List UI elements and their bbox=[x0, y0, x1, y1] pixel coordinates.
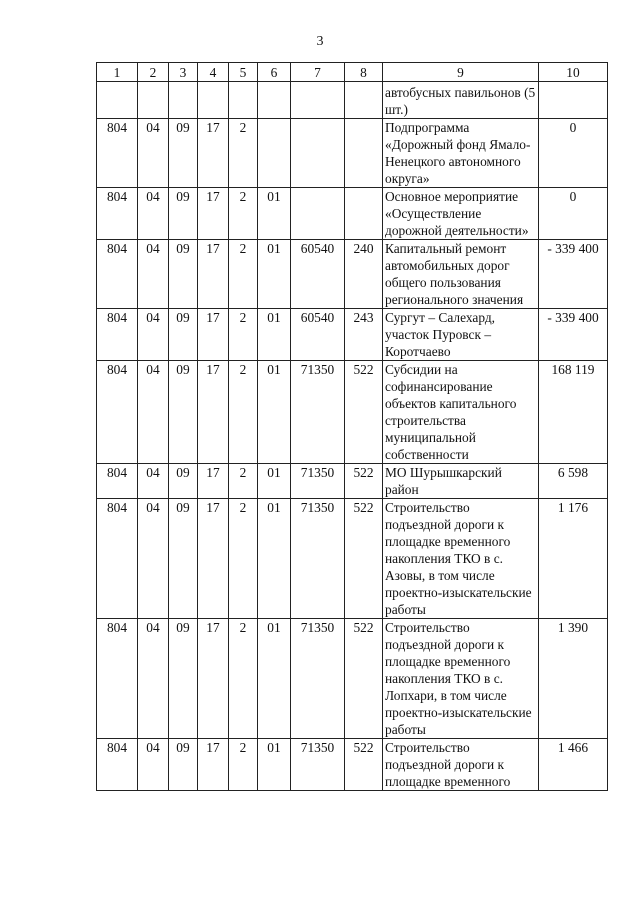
budget-table bbox=[96, 62, 608, 791]
table-row bbox=[97, 499, 608, 619]
cell-code-admin: 804 bbox=[97, 119, 138, 188]
cell-amount: 1 176 bbox=[539, 499, 608, 619]
column-header-8: 8 bbox=[345, 63, 383, 82]
cell-event: 01 bbox=[258, 739, 291, 791]
cell-description: Субсидии на софинансирование объектов капитального строительства муниципальной собственности bbox=[383, 361, 539, 464]
cell-amount: 168 119 bbox=[539, 361, 608, 464]
cell-section: 04 bbox=[138, 188, 169, 240]
cell-program: 17 bbox=[198, 309, 229, 361]
table-row bbox=[97, 309, 608, 361]
cell-subprogram bbox=[229, 82, 258, 119]
column-header-1: 1 bbox=[97, 63, 138, 82]
cell-expense-type: 522 bbox=[345, 619, 383, 739]
cell-amount: 0 bbox=[539, 119, 608, 188]
cell-expense-type: 522 bbox=[345, 464, 383, 499]
table-row bbox=[97, 240, 608, 309]
cell-amount bbox=[539, 82, 608, 119]
cell-amount: 0 bbox=[539, 188, 608, 240]
cell-program: 17 bbox=[198, 188, 229, 240]
cell-amount: - 339 400 bbox=[539, 309, 608, 361]
cell-subsection: 09 bbox=[169, 119, 198, 188]
cell-expense-type bbox=[345, 119, 383, 188]
column-header-7: 7 bbox=[291, 63, 345, 82]
cell-direction bbox=[291, 82, 345, 119]
cell-expense-type bbox=[345, 188, 383, 240]
table-body bbox=[97, 82, 608, 791]
column-header-6: 6 bbox=[258, 63, 291, 82]
cell-expense-type: 243 bbox=[345, 309, 383, 361]
cell-event bbox=[258, 82, 291, 119]
cell-description: Основное мероприятие «Осуществление дорожной деятельности» bbox=[383, 188, 539, 240]
cell-description: Подпрограмма «Дорожный фонд Ямало-Ненецкого автономного округа» bbox=[383, 119, 539, 188]
cell-amount: 1 390 bbox=[539, 619, 608, 739]
cell-subsection: 09 bbox=[169, 464, 198, 499]
cell-subprogram: 2 bbox=[229, 464, 258, 499]
cell-program: 17 bbox=[198, 619, 229, 739]
cell-event: 01 bbox=[258, 464, 291, 499]
cell-subprogram: 2 bbox=[229, 619, 258, 739]
cell-event bbox=[258, 119, 291, 188]
cell-description: МО Шурышкарский район bbox=[383, 464, 539, 499]
cell-subsection: 09 bbox=[169, 739, 198, 791]
cell-section: 04 bbox=[138, 119, 169, 188]
cell-subprogram: 2 bbox=[229, 499, 258, 619]
cell-program: 17 bbox=[198, 361, 229, 464]
cell-subsection: 09 bbox=[169, 619, 198, 739]
cell-section: 04 bbox=[138, 499, 169, 619]
cell-code-admin: 804 bbox=[97, 361, 138, 464]
cell-expense-type bbox=[345, 82, 383, 119]
cell-code-admin bbox=[97, 82, 138, 119]
cell-subprogram: 2 bbox=[229, 309, 258, 361]
cell-subsection: 09 bbox=[169, 309, 198, 361]
cell-expense-type: 240 bbox=[345, 240, 383, 309]
cell-subsection: 09 bbox=[169, 499, 198, 619]
cell-subprogram: 2 bbox=[229, 240, 258, 309]
cell-description: Строительство подъездной дороги к площадке временного накопления ТКО в с. Азовы, в том числе проектно-изыскательские работы bbox=[383, 499, 539, 619]
column-header-3: 3 bbox=[169, 63, 198, 82]
cell-description: Строительство подъездной дороги к площадке временного накопления ТКО в с. Лопхари, в том числе проектно-изыскательские работы bbox=[383, 619, 539, 739]
cell-direction: 71350 bbox=[291, 499, 345, 619]
cell-code-admin: 804 bbox=[97, 464, 138, 499]
cell-program: 17 bbox=[198, 464, 229, 499]
cell-section: 04 bbox=[138, 619, 169, 739]
cell-event: 01 bbox=[258, 188, 291, 240]
cell-code-admin: 804 bbox=[97, 739, 138, 791]
cell-expense-type: 522 bbox=[345, 499, 383, 619]
cell-direction: 60540 bbox=[291, 240, 345, 309]
table-row bbox=[97, 739, 608, 791]
column-header-10: 10 bbox=[539, 63, 608, 82]
cell-section: 04 bbox=[138, 240, 169, 309]
cell-section: 04 bbox=[138, 361, 169, 464]
cell-code-admin: 804 bbox=[97, 188, 138, 240]
cell-code-admin: 804 bbox=[97, 309, 138, 361]
header-row bbox=[97, 63, 608, 82]
cell-section bbox=[138, 82, 169, 119]
cell-direction: 71350 bbox=[291, 619, 345, 739]
cell-direction bbox=[291, 119, 345, 188]
cell-subsection bbox=[169, 82, 198, 119]
page-number: 3 bbox=[316, 34, 324, 49]
cell-direction: 71350 bbox=[291, 361, 345, 464]
column-header-9: 9 bbox=[383, 63, 539, 82]
cell-program: 17 bbox=[198, 499, 229, 619]
cell-subsection: 09 bbox=[169, 240, 198, 309]
cell-subprogram: 2 bbox=[229, 361, 258, 464]
cell-section: 04 bbox=[138, 739, 169, 791]
cell-event: 01 bbox=[258, 361, 291, 464]
table-row bbox=[97, 619, 608, 739]
column-header-4: 4 bbox=[198, 63, 229, 82]
cell-direction bbox=[291, 188, 345, 240]
cell-description: Сургут – Салехард, участок Пуровск – Коротчаево bbox=[383, 309, 539, 361]
cell-section: 04 bbox=[138, 464, 169, 499]
cell-direction: 60540 bbox=[291, 309, 345, 361]
cell-code-admin: 804 bbox=[97, 240, 138, 309]
table-row bbox=[97, 361, 608, 464]
cell-code-admin: 804 bbox=[97, 499, 138, 619]
cell-expense-type: 522 bbox=[345, 361, 383, 464]
cell-event: 01 bbox=[258, 240, 291, 309]
cell-event: 01 bbox=[258, 309, 291, 361]
cell-expense-type: 522 bbox=[345, 739, 383, 791]
table-row bbox=[97, 464, 608, 499]
cell-amount: - 339 400 bbox=[539, 240, 608, 309]
cell-description: Строительство подъездной дороги к площадке временного bbox=[383, 739, 539, 791]
cell-program: 17 bbox=[198, 119, 229, 188]
cell-description: автобусных павильонов (5 шт.) bbox=[383, 82, 539, 119]
cell-event: 01 bbox=[258, 499, 291, 619]
table-row bbox=[97, 82, 608, 119]
table-row bbox=[97, 188, 608, 240]
cell-subprogram: 2 bbox=[229, 119, 258, 188]
cell-program bbox=[198, 82, 229, 119]
cell-subprogram: 2 bbox=[229, 188, 258, 240]
cell-subprogram: 2 bbox=[229, 739, 258, 791]
cell-program: 17 bbox=[198, 240, 229, 309]
column-header-5: 5 bbox=[229, 63, 258, 82]
cell-event: 01 bbox=[258, 619, 291, 739]
cell-direction: 71350 bbox=[291, 739, 345, 791]
cell-program: 17 bbox=[198, 739, 229, 791]
cell-direction: 71350 bbox=[291, 464, 345, 499]
column-header-2: 2 bbox=[138, 63, 169, 82]
cell-subsection: 09 bbox=[169, 361, 198, 464]
cell-code-admin: 804 bbox=[97, 619, 138, 739]
cell-subsection: 09 bbox=[169, 188, 198, 240]
cell-amount: 1 466 bbox=[539, 739, 608, 791]
table-row bbox=[97, 119, 608, 188]
cell-amount: 6 598 bbox=[539, 464, 608, 499]
cell-section: 04 bbox=[138, 309, 169, 361]
cell-description: Капитальный ремонт автомобильных дорог общего пользования регионального значения bbox=[383, 240, 539, 309]
